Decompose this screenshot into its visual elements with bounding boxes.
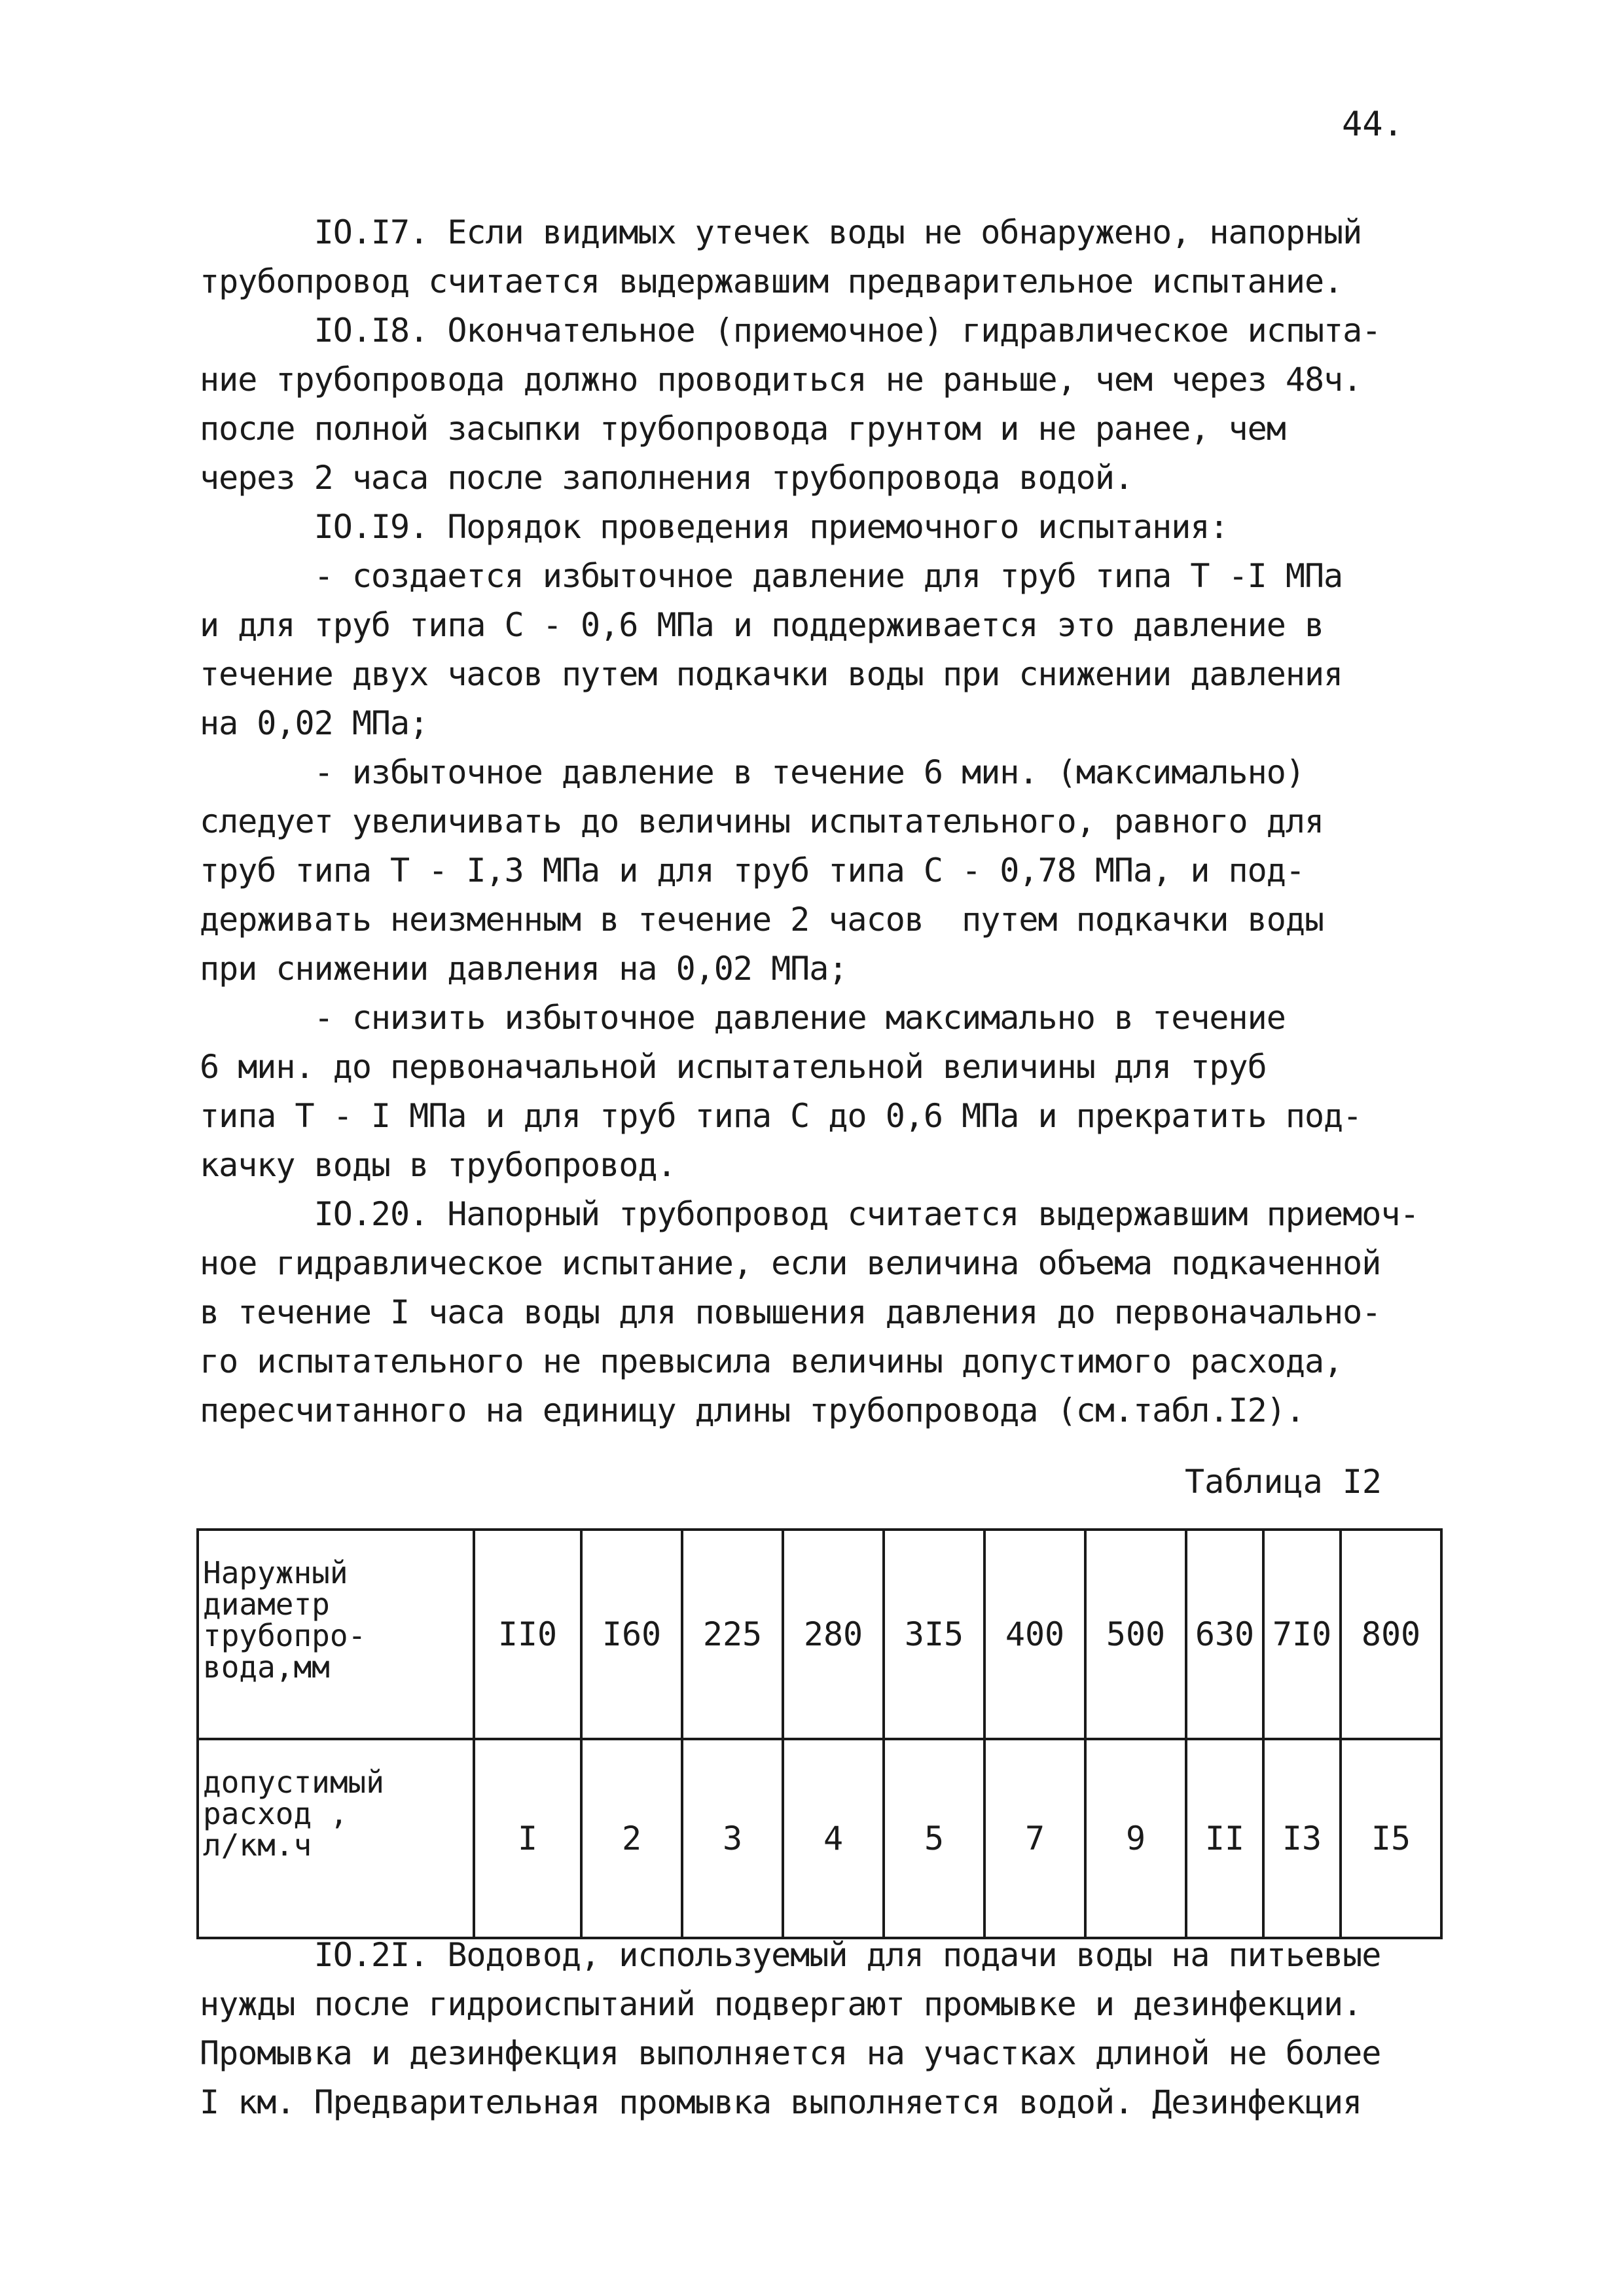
text-line: ние трубопровода должно проводиться не раньше, чем через 48ч.: [200, 361, 1362, 399]
text-line: IO.I7. Если видимых утечек воды не обнаружено, напорный: [200, 213, 1362, 251]
text-line: на 0,02 МПа;: [200, 704, 429, 742]
text-line: - избыточное давление в течение 6 мин. (максимально): [200, 753, 1305, 791]
table-cell: 3: [682, 1739, 783, 1938]
main-text: [200, 208, 1496, 1435]
text-line: 6 мин. до первоначальной испытательной величины для труб: [200, 1048, 1267, 1086]
table-cell: II0: [474, 1530, 581, 1739]
text-line: IO.2I. Водовод, используемый для подачи воды на питьевые: [200, 1936, 1381, 1974]
table-cell: I: [474, 1739, 581, 1938]
row-header-flow: [198, 1739, 474, 1938]
table-cell: 400: [984, 1530, 1085, 1739]
header-line: расход ,: [203, 1796, 348, 1831]
text-line: нужды после гидроиспытаний подвергают промывке и дезинфекции.: [200, 1985, 1362, 2023]
table-cell: 2: [581, 1739, 682, 1938]
text-line: IO.I8. Окончательное (приемочное) гидравлическое испыта-: [200, 312, 1381, 350]
table-cell: 9: [1085, 1739, 1186, 1938]
text-line: Промывка и дезинфекция выполняется на участках длиной не более: [200, 2034, 1381, 2072]
table-cell: 225: [682, 1530, 783, 1739]
header-line: допустимый: [203, 1765, 384, 1800]
text-line: через 2 часа после заполнения трубопровода водой.: [200, 459, 1134, 497]
text-line: после полной засыпки трубопровода грунтом и не ранее, чем: [200, 410, 1286, 448]
text-line: при снижении давления на 0,02 МПа;: [200, 950, 848, 988]
table-cell: I5: [1341, 1739, 1441, 1938]
text-line: держивать неизменным в течение 2 часов путем подкачки воды: [200, 901, 1324, 939]
table-caption: Таблица I2: [1185, 1463, 1382, 1501]
text-line: IO.20. Напорный трубопровод считается выдержавшим приемоч-: [200, 1195, 1419, 1233]
bottom-text: [200, 1931, 1496, 2127]
table-cell: 4: [783, 1739, 884, 1938]
text-line: типа Т - I МПа и для труб типа С до 0,6 МПа и прекратить под-: [200, 1097, 1362, 1135]
row-header-diameter: [198, 1530, 474, 1739]
header-line: Наружный: [203, 1555, 348, 1590]
text-line: ное гидравлическое испытание, если величина объема подкаченной: [200, 1244, 1381, 1282]
table-cell: 500: [1085, 1530, 1186, 1739]
table-cell: 7I0: [1263, 1530, 1341, 1739]
table-cell: 630: [1186, 1530, 1263, 1739]
header-line: л/км.ч: [203, 1827, 312, 1863]
text-line: качку воды в трубопровод.: [200, 1146, 676, 1184]
table-cell: I3: [1263, 1739, 1341, 1938]
table-cell: I60: [581, 1530, 682, 1739]
text-line: пересчитанного на единицу длины трубопровода (см.табл.I2).: [200, 1391, 1305, 1429]
table-cell: 280: [783, 1530, 884, 1739]
text-line: в течение I часа воды для повышения давления до первоначально-: [200, 1293, 1381, 1331]
header-line: диаметр: [203, 1587, 330, 1622]
table-cell: 3I5: [884, 1530, 984, 1739]
text-line: IO.I9. Порядок проведения приемочного испытания:: [200, 508, 1229, 546]
text-line: го испытательного не превысила величины допустимого расхода,: [200, 1342, 1343, 1380]
text-line: труб типа Т - I,3 МПа и для труб типа С - 0,78 МПа, и под-: [200, 852, 1305, 889]
table-cell: II: [1186, 1739, 1263, 1938]
text-line: и для труб типа С - 0,6 МПа и поддерживается это давление в: [200, 606, 1324, 644]
table-cell: 5: [884, 1739, 984, 1938]
text-line: I км. Предварительная промывка выполняется водой. Дезинфекция: [200, 2083, 1362, 2121]
table-cell: 800: [1341, 1530, 1441, 1739]
table-row-diameter: [198, 1530, 1441, 1739]
table-cell: 7: [984, 1739, 1085, 1938]
text-line: - создается избыточное давление для труб типа Т -I МПа: [200, 557, 1343, 595]
text-line: - снизить избыточное давление максимально в течение: [200, 999, 1286, 1037]
header-line: трубопро-: [203, 1618, 367, 1653]
text-line: следует увеличивать до величины испытательного, равного для: [200, 802, 1324, 840]
table-row-flow: [198, 1739, 1441, 1938]
text-line: трубопровод считается выдержавшим предварительное испытание.: [200, 262, 1343, 300]
flow-rate-table: [196, 1528, 1443, 1939]
text-line: течение двух часов путем подкачки воды при снижении давления: [200, 655, 1343, 693]
page-number: 44.: [1342, 105, 1403, 144]
header-line: вода,мм: [203, 1649, 330, 1685]
